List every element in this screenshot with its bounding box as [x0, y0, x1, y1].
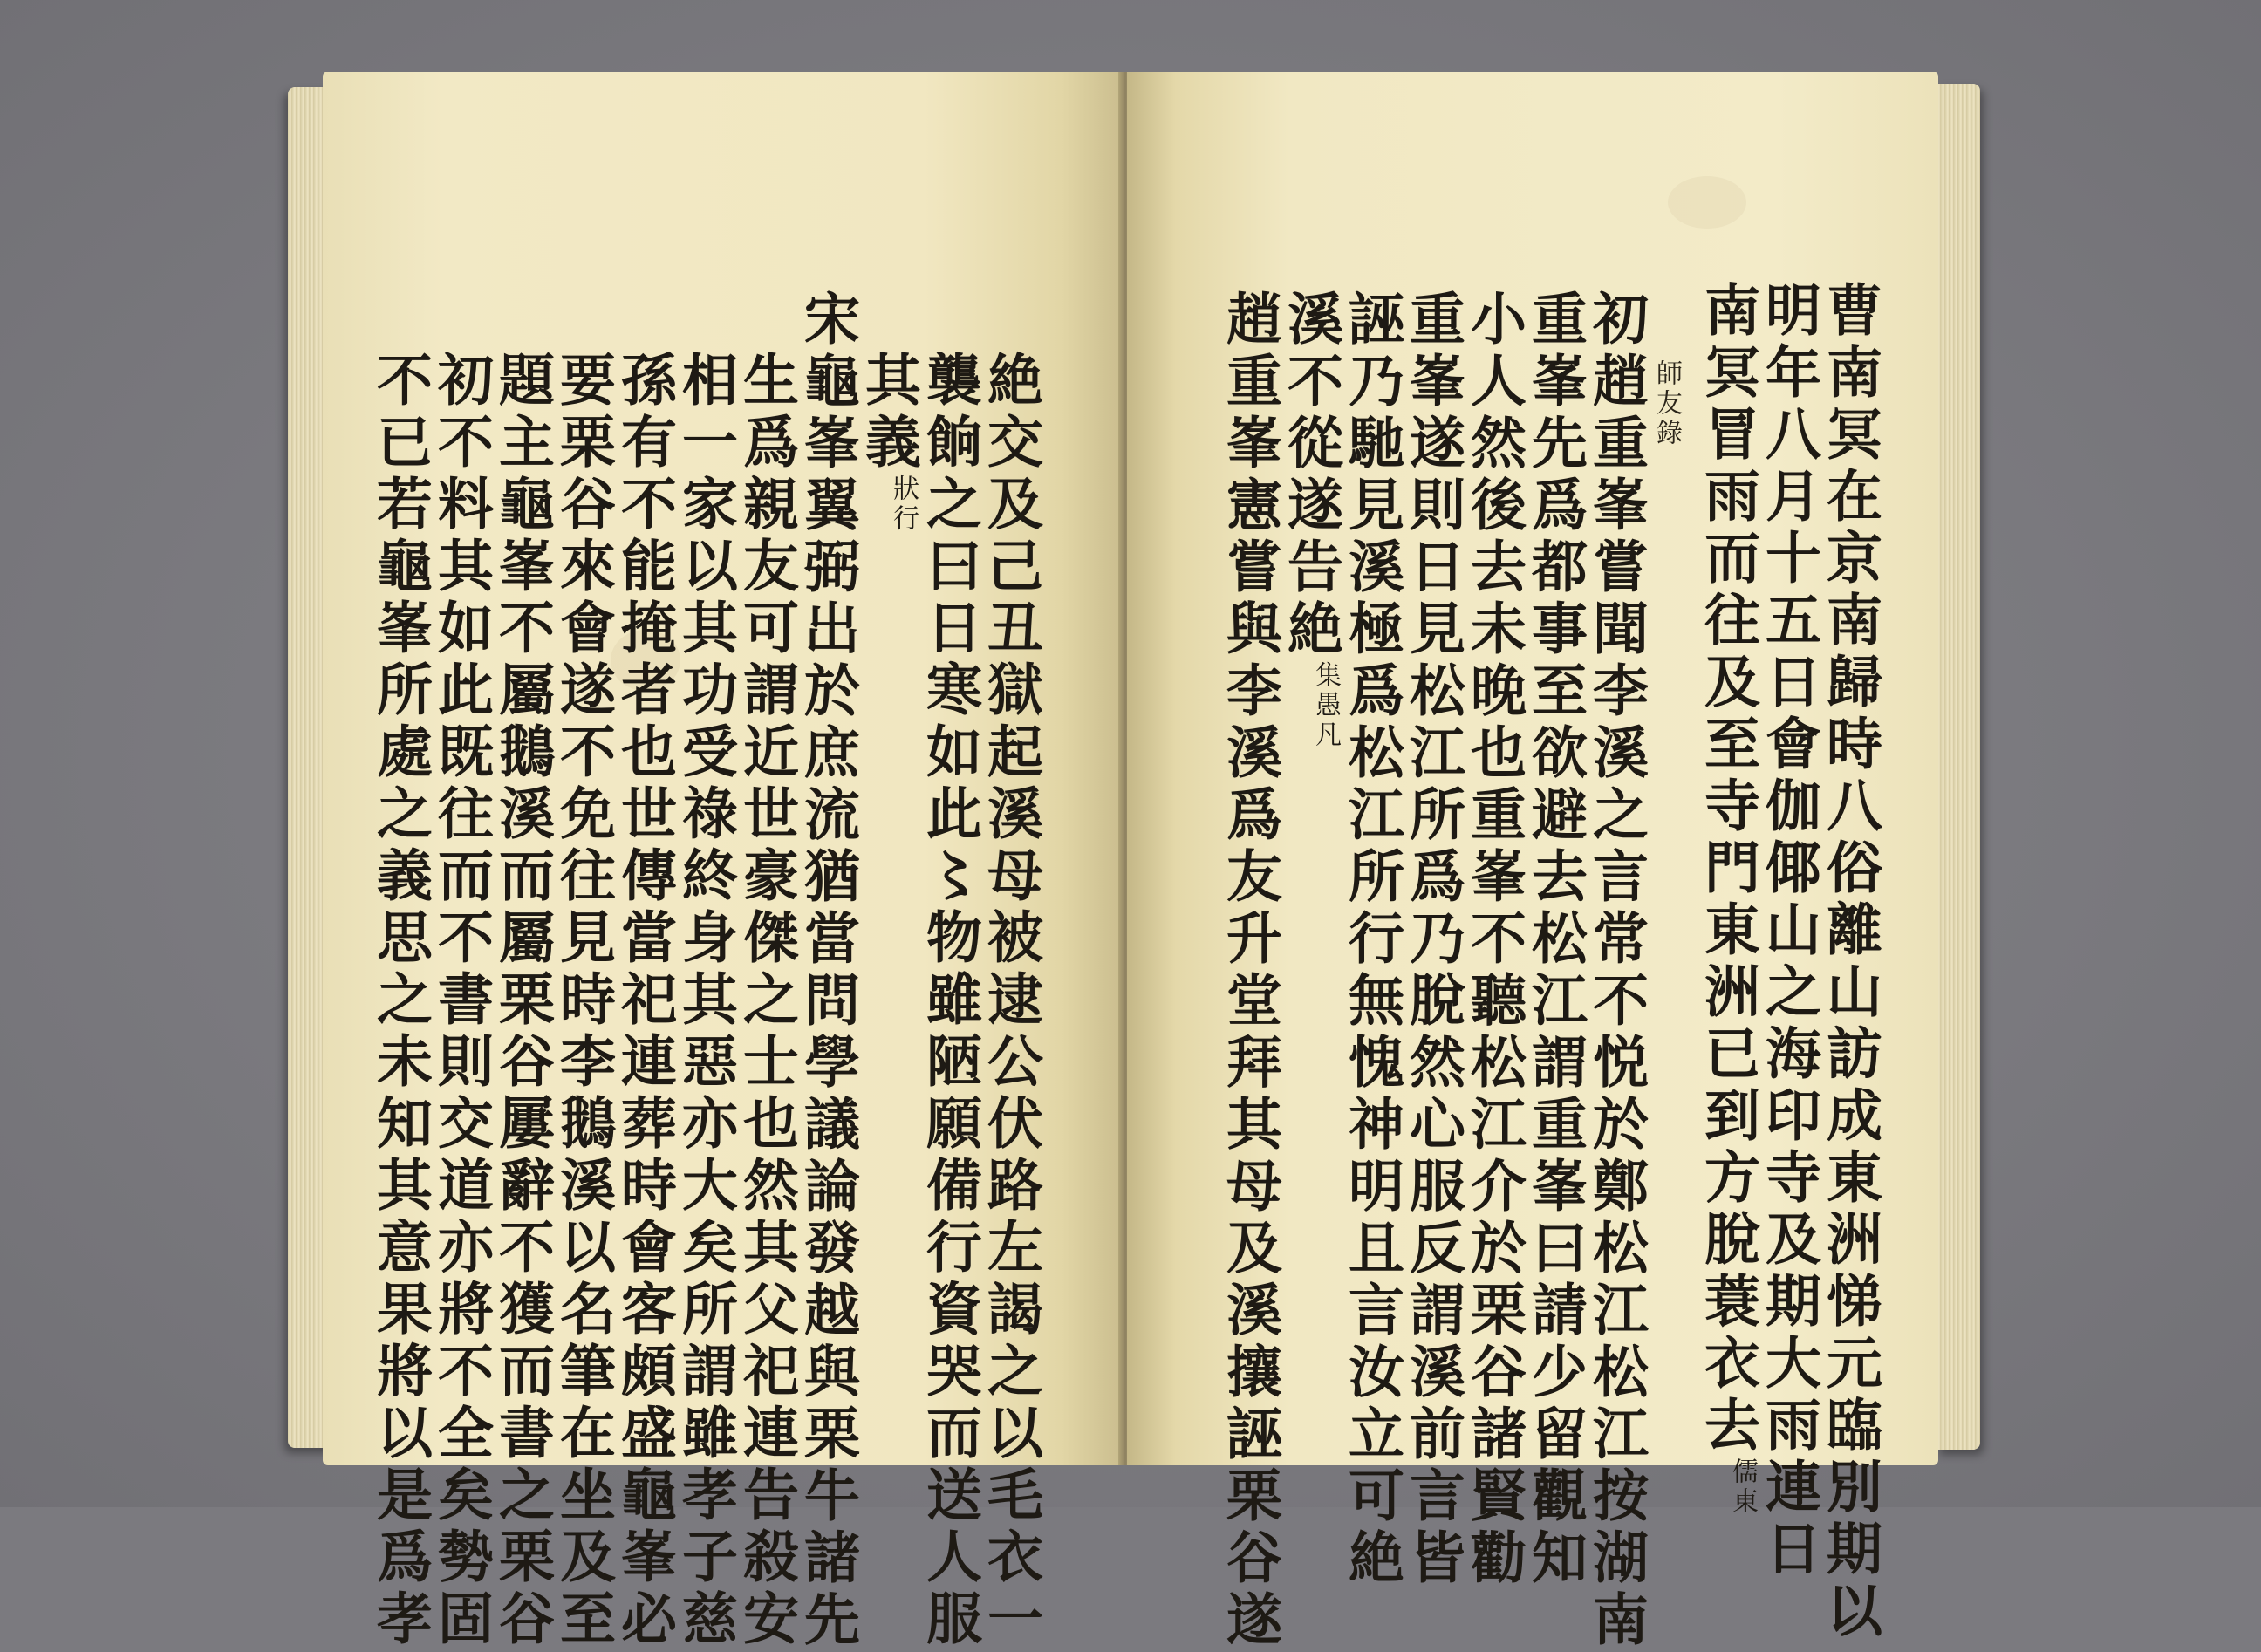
- text-column: 誣乃馳見溪極爲松江所行無愧神明且言汝立可絶: [1339, 290, 1404, 1590]
- interlinear-note: 行: [888, 504, 919, 532]
- text-column: 重峯遂則日見松江所爲乃脫然心服反謂溪前言皆: [1400, 290, 1465, 1590]
- interlinear-note: 儒: [1727, 1457, 1758, 1485]
- text-column: 題主龜峯不屬鵝溪而屬栗谷屢辭不獲而書之栗谷: [489, 351, 555, 1651]
- interlinear-note: 狀: [888, 474, 919, 502]
- text-column: 初不料其如此既往而不書則交道亦將不全矣勢固: [428, 351, 494, 1651]
- text-column: 宋龜峯翼弼出於庶流猶當問學議論發越與栗牛諸先: [795, 290, 860, 1652]
- text-column: 要栗谷來會遂不免往見時李鵝溪以名筆在坐及至: [550, 351, 616, 1651]
- text-column: 曹南冥在京南歸時八俗離山訪成東洲悌元臨別期以: [1817, 281, 1882, 1643]
- text-column: 溪不從遂告絶 凡 愚 集: [1278, 290, 1343, 748]
- text-column: 明年八月十五日會伽倻山之海印寺及期大雨連日: [1756, 281, 1821, 1581]
- text-column: 初趙重峯嘗聞李溪之言常不悦於鄭松江松江按湖南: [1583, 290, 1649, 1652]
- text-column: 襲餉之曰日寒如此〻物雖陋願備行資哭而送人服: [917, 351, 982, 1651]
- text-column: 其義 行 狀: [856, 351, 921, 532]
- text-column: 小人然後去未晚也重峯不聽松江介於栗谷諸賢勸: [1461, 290, 1527, 1590]
- text-column: 重峯先爲都事至欲避去松江謂重峯曰請少留觀知: [1522, 290, 1588, 1590]
- text-column: 生爲親友可謂近世豪傑之士也然其父祀連告殺安: [734, 351, 799, 1651]
- text-column: 相一家以其功受祿終身其惡亦大矣所謂雖孝子慈: [673, 351, 738, 1651]
- right-page-edges: [1937, 84, 1980, 1450]
- left-page: [323, 72, 1125, 1652]
- source-note: 師友錄: [1651, 359, 1682, 448]
- open-book: [288, 72, 1980, 1652]
- interlinear-note: 集: [1310, 661, 1341, 689]
- interlinear-note: 愚: [1310, 691, 1341, 719]
- interlinear-note: 凡: [1310, 720, 1341, 748]
- text-column: 孫有不能掩者也世傳當祀連葬時會客頗盛龜峯必: [611, 351, 677, 1651]
- paper-stain: [1668, 176, 1746, 229]
- text-column: 不已若龜峯所處之義思之未知其意果將以是爲孝: [367, 351, 433, 1651]
- text-column: 絶交及己丑獄起溪母被逮公伏路左謁之以毛衣一: [978, 351, 1043, 1651]
- right-page: [1127, 72, 1938, 1652]
- interlinear-note: 東: [1727, 1487, 1758, 1515]
- text-column: 趙重峯憲嘗與李溪爲友升堂拜其母及溪攘誣栗谷遂: [1217, 290, 1282, 1652]
- text-column: 南冥冒雨而往及至寺門東洲已到方脫蓑衣去 東 儒: [1695, 281, 1760, 1515]
